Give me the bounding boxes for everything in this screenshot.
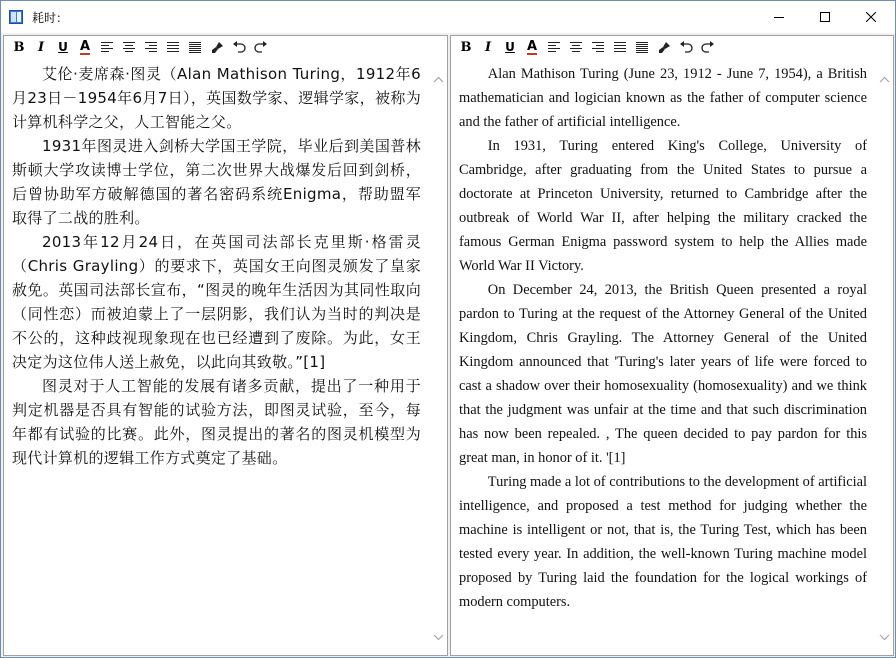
toolbar-left (4, 36, 447, 58)
underline-button[interactable] (499, 37, 521, 57)
minimize-icon (774, 12, 784, 22)
redo-button[interactable] (697, 37, 719, 57)
vertical-scrollbar-right[interactable] (876, 62, 893, 655)
list-icon (636, 42, 648, 53)
align-center-icon (570, 42, 582, 53)
chevron-up-icon[interactable] (879, 76, 890, 83)
bold-button[interactable] (455, 37, 477, 57)
minimize-button[interactable] (756, 1, 802, 33)
format-painter-button[interactable] (653, 37, 675, 57)
chevron-down-icon[interactable] (433, 634, 444, 641)
align-center-button[interactable] (118, 37, 140, 57)
align-left-icon (548, 42, 560, 53)
align-left-button[interactable] (543, 37, 565, 57)
align-center-button[interactable] (565, 37, 587, 57)
editor-pane-english (450, 35, 894, 656)
justify-icon (614, 42, 626, 53)
justify-button[interactable] (609, 37, 631, 57)
english-text-area[interactable] (459, 62, 867, 655)
bold-icon: B (13, 39, 25, 55)
align-right-icon (592, 42, 604, 53)
editor-pane-chinese (3, 35, 448, 656)
title-bar[interactable] (1, 1, 895, 33)
italic-button[interactable] (477, 37, 499, 57)
underline-button[interactable] (52, 37, 74, 57)
undo-button[interactable] (675, 37, 697, 57)
align-right-button[interactable] (140, 37, 162, 57)
format-painter-button[interactable] (206, 37, 228, 57)
paragraph: On December 24, 2013, the British Queen presented a royal pardon to Turing at the request of the Attorney General of the United Kingdom, Chris Grayling. The Attorney General of the United Kingdom announced that 'Turing's later years of life were forced to cast a shadow over their homosexuality (homosexuality) and we think that the judgment was unfair at the time and that such discrimination has now been repealed. , The queen decided to pay pardon for this great man, in honor of it. '[1] (459, 282, 867, 466)
align-center-icon (123, 42, 135, 53)
brush-icon (211, 41, 224, 54)
italic-button[interactable] (30, 37, 52, 57)
paragraph: 图灵对于人工智能的发展有诸多贡献，提出了一种用于判定机器是否具有智能的试验方法，即图灵试验，至今，每年都有试验的比赛。此外，图灵提出的著名的图灵机模型为现代计算机的逻辑工作方式奠定了基础。 (12, 377, 421, 467)
font-color-icon: A (526, 38, 538, 54)
brush-icon (658, 41, 671, 54)
underline-icon: U (58, 40, 68, 54)
paragraph: In 1931, Turing entered King's College, University of Cambridge, after graduating from the United States to pursue a doctorate at Princeton University, returned to Cambridge after the outbreak of World War II, after helping the military cracked the famous German Enigma password system to help the Allies made World War II Victory. (459, 138, 867, 274)
maximize-button[interactable] (802, 1, 848, 33)
italic-icon: I (37, 39, 45, 55)
bullet-list-button[interactable] (184, 37, 206, 57)
align-right-icon (145, 42, 157, 53)
redo-button[interactable] (250, 37, 272, 57)
font-color-button[interactable] (521, 37, 543, 57)
chevron-down-icon[interactable] (879, 634, 890, 641)
italic-icon: I (484, 39, 492, 55)
close-icon (866, 12, 876, 22)
paragraph: Alan Mathison Turing (June 23, 1912 - June 7, 1954), a British mathematician and logician known as the father of computer science and the father of artificial intelligence. (459, 66, 867, 130)
redo-icon (254, 41, 268, 53)
align-right-button[interactable] (587, 37, 609, 57)
font-color-button[interactable] (74, 37, 96, 57)
chevron-up-icon[interactable] (433, 76, 444, 83)
paragraph: 2013年12月24日，在英国司法部长克里斯·格雷灵（Chris Grayling）的要求下，英国女王向图灵颁发了皇家赦免。英国司法部长宣布，“图灵的晚年生活因为其同性取向（同性恋）而被迫蒙上了一层阴影，我们认为当时的判决是不公的，这种歧视现象现在也已经遭到了废除。为此，女王决定为这位伟人送上赦免，以此向其致敬。”[1] (12, 233, 421, 371)
undo-icon (679, 41, 693, 53)
underline-icon: U (505, 40, 515, 54)
bullet-list-button[interactable] (631, 37, 653, 57)
paragraph: 1931年图灵进入剑桥大学国王学院，毕业后到美国普林斯顿大学攻读博士学位，第二次世界大战爆发后回到剑桥，后曾协助军方破解德国的著名密码系统Enigma，帮助盟军取得了二战的胜利。 (12, 137, 421, 227)
undo-icon (232, 41, 246, 53)
font-color-icon: A (79, 38, 91, 54)
align-left-button[interactable] (96, 37, 118, 57)
list-icon (189, 42, 201, 53)
toolbar-right (451, 36, 893, 58)
chinese-text-area[interactable] (12, 62, 421, 655)
app-icon (9, 10, 23, 24)
justify-icon (167, 42, 179, 53)
vertical-scrollbar-left[interactable] (430, 62, 447, 655)
window-title: 耗时： (32, 11, 69, 25)
redo-icon (701, 41, 715, 53)
bold-icon: B (460, 39, 472, 55)
undo-button[interactable] (228, 37, 250, 57)
close-button[interactable] (848, 1, 894, 33)
paragraph: Turing made a lot of contributions to the development of artificial intelligence, and proposed a test method for judging whether the machine is intelligent or not, that is, the Turing Test, which has been tested every year. In addition, the well-known Turing machine model proposed by Turing laid the foundation for the logical workings of modern computers. (459, 474, 867, 610)
maximize-icon (820, 12, 830, 22)
bold-button[interactable] (8, 37, 30, 57)
paragraph: 艾伦·麦席森·图灵（Alan Mathison Turing，1912年6月23日－1954年6月7日），英国数学家、逻辑学家，被称为计算机科学之父，人工智能之父。 (12, 65, 421, 131)
justify-button[interactable] (162, 37, 184, 57)
align-left-icon (101, 42, 113, 53)
